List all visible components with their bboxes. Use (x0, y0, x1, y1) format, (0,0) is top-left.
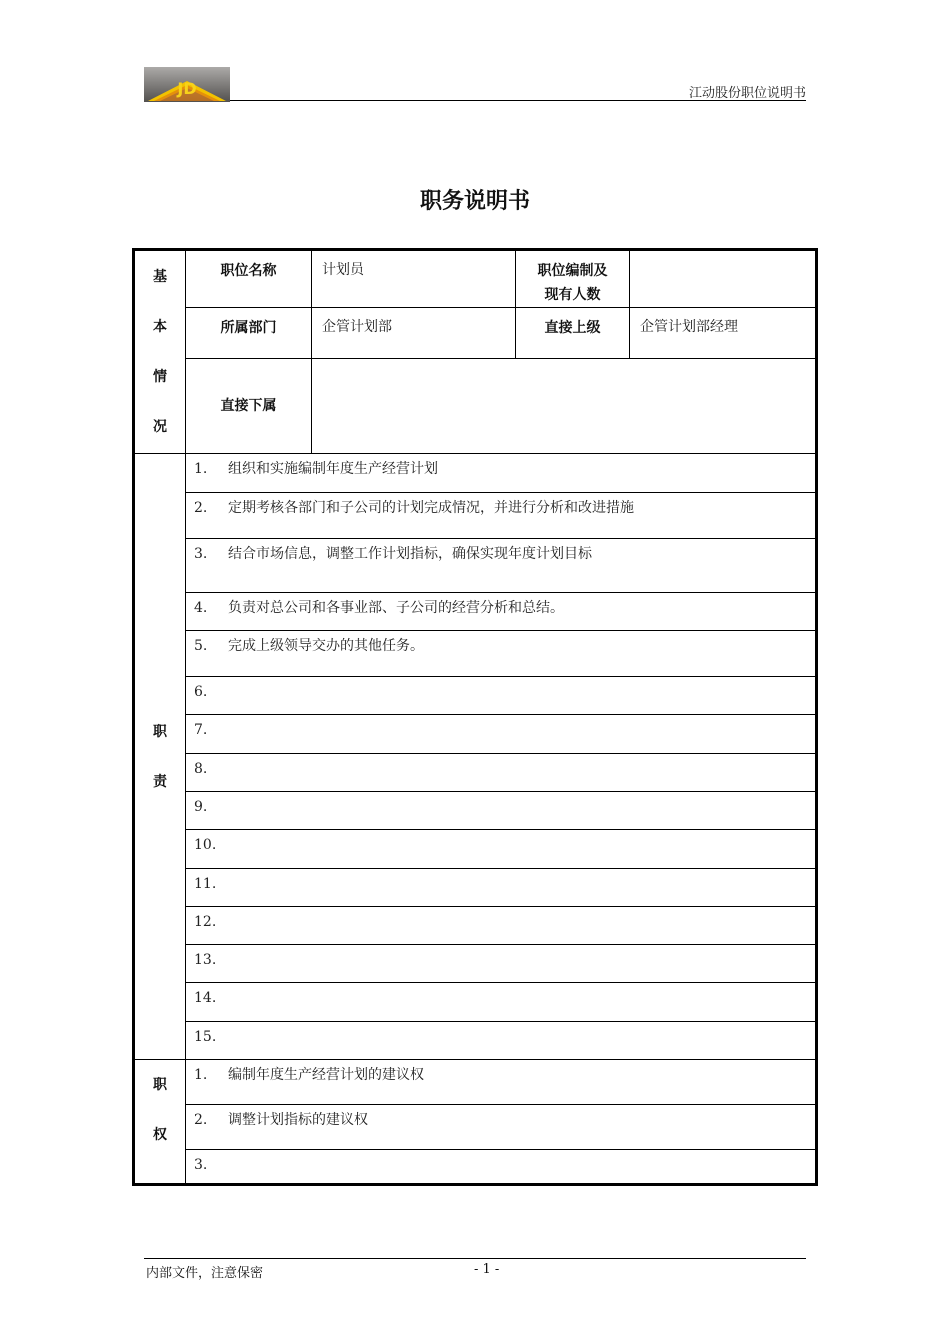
duty-item (186, 1022, 817, 1060)
duty-row (134, 677, 817, 715)
duty-number: 10. (194, 837, 217, 853)
duty-row (134, 715, 817, 754)
headcount-label-line-1: 职位编制及 (537, 263, 608, 279)
duty-text: 结合市场信息，调整工作计划指标，确保实现年度计划目标 (228, 546, 592, 562)
svg-text:JD: JD (177, 79, 197, 98)
duty-row (134, 593, 817, 631)
duty-number: 15. (194, 1029, 217, 1045)
duty-text: 完成上级领导交办的其他任务。 (228, 638, 424, 654)
basic-row-department (134, 308, 817, 359)
supervisor-value: 企管计划部经理 (630, 308, 817, 359)
duty-number: 5. (194, 638, 208, 654)
duty-item (186, 945, 817, 983)
footer-confidential-note: 内部文件，注意保密 (146, 1266, 264, 1281)
duty-number: 8. (194, 761, 208, 777)
duty-row (134, 493, 817, 539)
position-name-value: 计划员 (312, 250, 516, 308)
duty-row (134, 1022, 817, 1060)
authority-item (186, 1105, 817, 1150)
duty-item (186, 830, 817, 869)
duties-section-char: 职 (153, 723, 167, 740)
duty-number: 6. (194, 684, 208, 700)
authority-section-char: 职 (153, 1077, 167, 1093)
duty-row (134, 983, 817, 1022)
basic-section-char: 本 (153, 319, 167, 335)
document-title: 职务说明书 (419, 189, 530, 214)
authority-number: 3. (194, 1157, 208, 1173)
duty-item (186, 715, 817, 754)
basic-row-position (134, 250, 817, 308)
header-divider (230, 100, 806, 101)
duty-item (186, 869, 817, 907)
duty-row (134, 830, 817, 869)
duty-item (186, 792, 817, 830)
duty-item (186, 454, 817, 493)
duty-row (134, 792, 817, 830)
supervisor-label: 直接上级 (516, 308, 630, 359)
authority-number: 1. (194, 1067, 208, 1083)
authority-row (134, 1105, 817, 1150)
duty-text: 定期考核各部门和子公司的计划完成情况，并进行分析和改进措施 (228, 500, 634, 516)
duty-number: 1. (194, 461, 208, 477)
duty-item (186, 907, 817, 945)
position-name-label: 职位名称 (186, 250, 312, 308)
duty-row (134, 754, 817, 792)
duty-row (134, 539, 817, 593)
basic-section-header (134, 250, 186, 454)
duty-row (134, 869, 817, 907)
basic-row-subordinates (134, 359, 817, 454)
duty-item (186, 593, 817, 631)
duty-item (186, 983, 817, 1022)
duty-number: 13. (194, 952, 217, 968)
authority-item (186, 1060, 817, 1105)
footer-divider (144, 1258, 806, 1259)
page-number: - 1 - (474, 1262, 500, 1277)
authority-text: 调整计划指标的建议权 (228, 1112, 368, 1128)
authority-row (134, 1150, 817, 1185)
headcount-label-line-2: 现有人数 (544, 287, 601, 303)
duty-row (134, 907, 817, 945)
authority-number: 2. (194, 1112, 208, 1128)
authority-row (134, 1060, 817, 1105)
authority-text: 编制年度生产经营计划的建议权 (228, 1067, 424, 1083)
duty-item (186, 493, 817, 539)
headcount-label (516, 250, 630, 308)
authority-item (186, 1150, 817, 1185)
duty-number: 7. (194, 722, 208, 738)
header-title: 江动股份职位说明书 (688, 86, 806, 101)
authority-section-char: 权 (153, 1127, 167, 1143)
duty-number: 3. (194, 546, 208, 562)
department-label: 所属部门 (186, 308, 312, 359)
duty-row (134, 454, 817, 493)
duties-section-header (134, 454, 186, 1060)
basic-section-char: 基 (153, 269, 167, 285)
subordinates-value (312, 359, 817, 454)
authority-section-header (134, 1060, 186, 1185)
job-description-table (132, 248, 818, 1186)
duty-number: 4. (194, 600, 208, 616)
duty-number: 11. (194, 876, 217, 892)
duties-section-char: 责 (153, 773, 167, 790)
duty-text: 组织和实施编制年度生产经营计划 (228, 461, 438, 477)
duty-number: 14. (194, 990, 217, 1006)
duty-row (134, 631, 817, 677)
duty-text: 负责对总公司和各事业部、子公司的经营分析和总结。 (228, 600, 564, 616)
basic-section-char: 情 (153, 369, 167, 385)
duty-item (186, 539, 817, 593)
headcount-value (630, 250, 817, 308)
duty-number: 9. (194, 799, 208, 815)
duty-number: 2. (194, 500, 208, 516)
basic-section-char: 况 (153, 419, 167, 435)
duty-item (186, 754, 817, 792)
department-value: 企管计划部 (312, 308, 516, 359)
duty-item (186, 631, 817, 677)
subordinates-label: 直接下属 (186, 359, 312, 454)
duty-row (134, 945, 817, 983)
company-logo (144, 67, 230, 102)
duty-number: 12. (194, 914, 217, 930)
duty-item (186, 677, 817, 715)
